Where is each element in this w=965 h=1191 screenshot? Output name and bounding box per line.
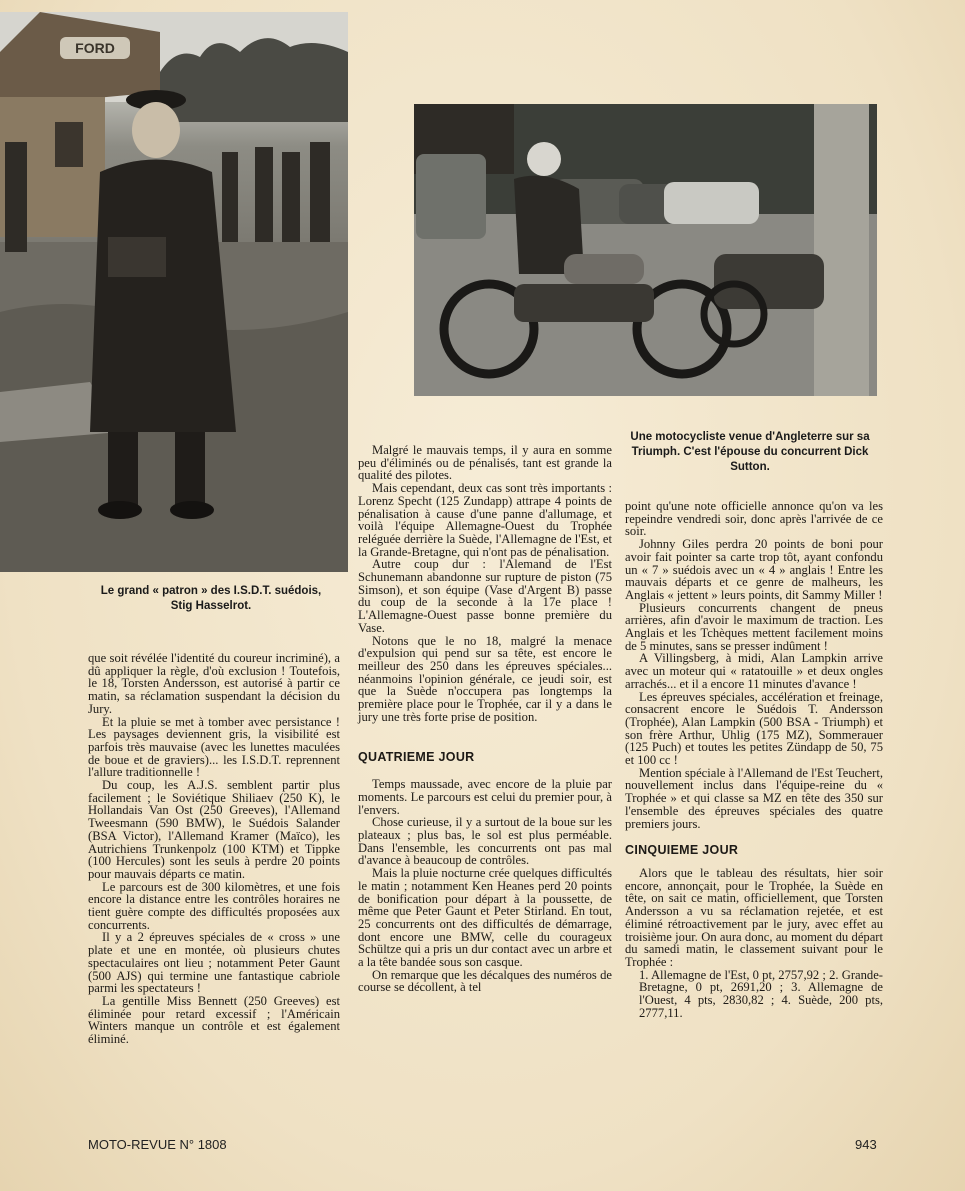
photo-sign-text: FORD xyxy=(75,40,115,56)
text-column-2 xyxy=(358,444,612,994)
heading-quatrieme-jour: QUATRIEME JOUR xyxy=(358,750,475,765)
col2-paragraph: Autre coup dur : l'Alemand de l'Est Schunemann abandonne sur rupture de piston (75 Simson), et son équipe (Vase d'Argent B) passe du coup de la seconde à la 17e place ! L'Allemagne-Ouest passe bonne première du Vase. xyxy=(358,557,612,635)
caption-left: Le grand « patron » des I.S.D.T. suédois, Stig Hasselrot. xyxy=(100,585,322,612)
col2-paragraph: Temps maussade, avec encore de la pluie par moments. Le parcours est celui du premier pour, à l'envers. xyxy=(358,777,612,817)
col2-paragraph: On remarque que les décalques des numéros de course se décollent, à tel xyxy=(358,967,612,995)
col2-paragraph: Malgré le mauvais temps, il y aura en somme peu d'éliminés ou de pénalisés, tant est grande la qualité des pilotes. xyxy=(358,443,612,483)
col3-paragraph: Les épreuves spéciales, accélération et freinage, consacrent encore le Suédois T. Andersson (Trophée), Alan Lampkin (500 BSA - Triumph) et son frère Arthur, Uhlig (175 MZ), Sommerauer (125 Puch) et toutes les petites Zündapp de 50, 75 et 100 cc ! xyxy=(625,689,883,768)
caption-right: Une motocycliste venue d'Angleterre sur sa Triumph. C'est l'épouse du concurrent Dick Sutton. xyxy=(630,431,870,473)
col2-paragraph: Chose curieuse, il y a surtout de la boue sur les plateaux ; plus bas, le sol est plus perméable. Dans l'ensemble, les concurrents ont pas mal d'avance à beaucoup de contrôles. xyxy=(358,815,612,868)
col1-paragraph: La gentille Miss Bennett (250 Greeves) est éliminée pour retard excessif ; l'Américain Winters manque un contrôle et est également éliminé. xyxy=(88,993,340,1047)
col3-paragraph: A Villingsberg, à midi, Alan Lampkin arrive avec un moteur qui « ratatouille » et deux ongles arrachés... et il a encore 11 minutes d'avance ! xyxy=(625,651,883,691)
col2-paragraph: Notons que le no 18, malgré la menace d'expulsion qui pend sur sa tête, est encore le meilleur des 250 dans les épreuves spéciales... néanmoins l'opinion générale, ce jeudi soir, est que la Suède n'occupera pas longtemps la première place pour le Trophée, car il y a dans le jury une très forte prise de position. xyxy=(358,633,612,724)
col3-paragraph: point qu'une note officielle annonce qu'on va les repeindre vendredi soir, donc après l'arrivée de ce soir. xyxy=(625,499,883,539)
col1-paragraph: Le parcours est de 300 kilomètres, et une fois encore la distance entre les contrôles horaires ne tient guère compte des difficultés proposées aux concurrents. xyxy=(88,879,340,932)
text-column-3 xyxy=(625,500,883,1019)
col3-paragraph: Plusieurs concurrents changent de pneus arrières, afin d'avoir le maximum de traction. Les Anglais et les Tchèques mettent facilement moins de 5 minutes, sans se presser indûment ! xyxy=(625,600,883,653)
photo-stig-hasselrot xyxy=(0,12,348,572)
text-column-1 xyxy=(88,652,340,1046)
photo-left-illustration xyxy=(0,12,348,572)
col2-paragraph: Mais la pluie nocturne crée quelques difficultés le matin ; notamment Ken Heanes perd 20 points de bonification pour départ à la poussette, de même que Peter Gaunt et Peter Stirland. En tout, 25 concurrents ont des difficultés de démarrage, dont encore une BMW, celle du courageux Schültze qui a pris un dur contact avec un arbre et a la tête bandée sous son casque. xyxy=(358,866,612,970)
col3-paragraph: Johnny Giles perdra 20 points de boni pour avoir fait pointer sa carte trop tôt, ayant confondu un « 7 » suédois avec un « 4 » anglais ! Entre les mauvais départs et ce genre de malheurs, les Anglais « jettent » leurs points, dit Sammy Miller ! xyxy=(625,537,883,602)
footer-page-number: 943 xyxy=(855,1137,877,1152)
col3-paragraph: Mention spéciale à l'Allemand de l'Est Teuchert, nouvellement inclus dans l'équipe-reine du « Trophée » et qui classe sa MZ en tête des 350 sur l'ensemble des épreuves spéciales des quatre premiers jours. xyxy=(625,765,883,831)
col3-paragraph: Alors que le tableau des résultats, hier soir encore, annonçait, pour le Trophée, la Suède en tête, on sait ce matin, officiellement, que Torsten Andersson a vu sa réclamation rejetée, et est éliminé rétroactivement par le jury, avec effet au troisième jour. On aura donc, au moment du départ du samedi matin, le classement suivant pour le Trophée : xyxy=(625,865,883,969)
col1-paragraph: Et la pluie se met à tomber avec persistance ! Les paysages deviennent gris, la visibilité est parfois très mauvaise (avec les lunettes maculées de boue et de graviers)... les I.S.D.T. reprennent l'allure traditionnelle ! xyxy=(88,714,340,780)
col2-paragraph: Mais cependant, deux cas sont très importants : Lorenz Specht (125 Zundapp) attrape 4 points de pénalisation à cause d'une panne d'allumage, et voilà l'équipe Allemagne-Ouest du Trophée reléguée derrière la Suède, l'Allemagne de l'Est, et la Grande-Bretagne, qui n'ont pas de pénalisation. xyxy=(358,481,612,559)
col1-paragraph: que soit révélée l'identité du coureur incriminé), a dû appliquer la règle, d'où exclusion ! Toutefois, le 18, Torsten Andersson, est autorisé à partir ce matin, sa réclamation suspendant la décision du Jury. xyxy=(88,651,340,716)
photo-right-illustration xyxy=(414,104,877,396)
photo-motorcyclist xyxy=(414,104,877,396)
col3-results: 1. Allemagne de l'Est, 0 pt, 2757,92 ; 2. Grande-Bretagne, 0 pt, 2691,20 ; 3. Allemagne de l'Ouest, 4 pts, 2830,82 ; 4. Suède, 200 pts, 2777,11. xyxy=(639,967,883,1020)
footer-magazine: MOTO-REVUE N° 1808 xyxy=(88,1137,227,1152)
col1-paragraph: Du coup, les A.J.S. semblent partir plus facilement ; le Soviétique Shiliaev (250 K), le Hollandais Van Ost (250 Greeves), l'Allemand Tweesmann (590 BMW), le Suédois Salander (BSA Victor), l'Allemand Kramer (Maïco), les Autrichiens Trunkenpolz (100 KTM) et Tippke (100 Hercules) sont les seuls à perdre 20 points pour mauvais départs ce matin. xyxy=(88,778,340,881)
heading-cinquieme-jour: CINQUIEME JOUR xyxy=(625,843,739,858)
col1-paragraph: Il y a 2 épreuves spéciales de « cross » une plate et une en montée, où plusieurs chutes spectaculaires ont lieu ; notamment Peter Gaunt (500 AJS) qui termine une fantastique cabriole parmi les spectateurs ! xyxy=(88,930,340,996)
